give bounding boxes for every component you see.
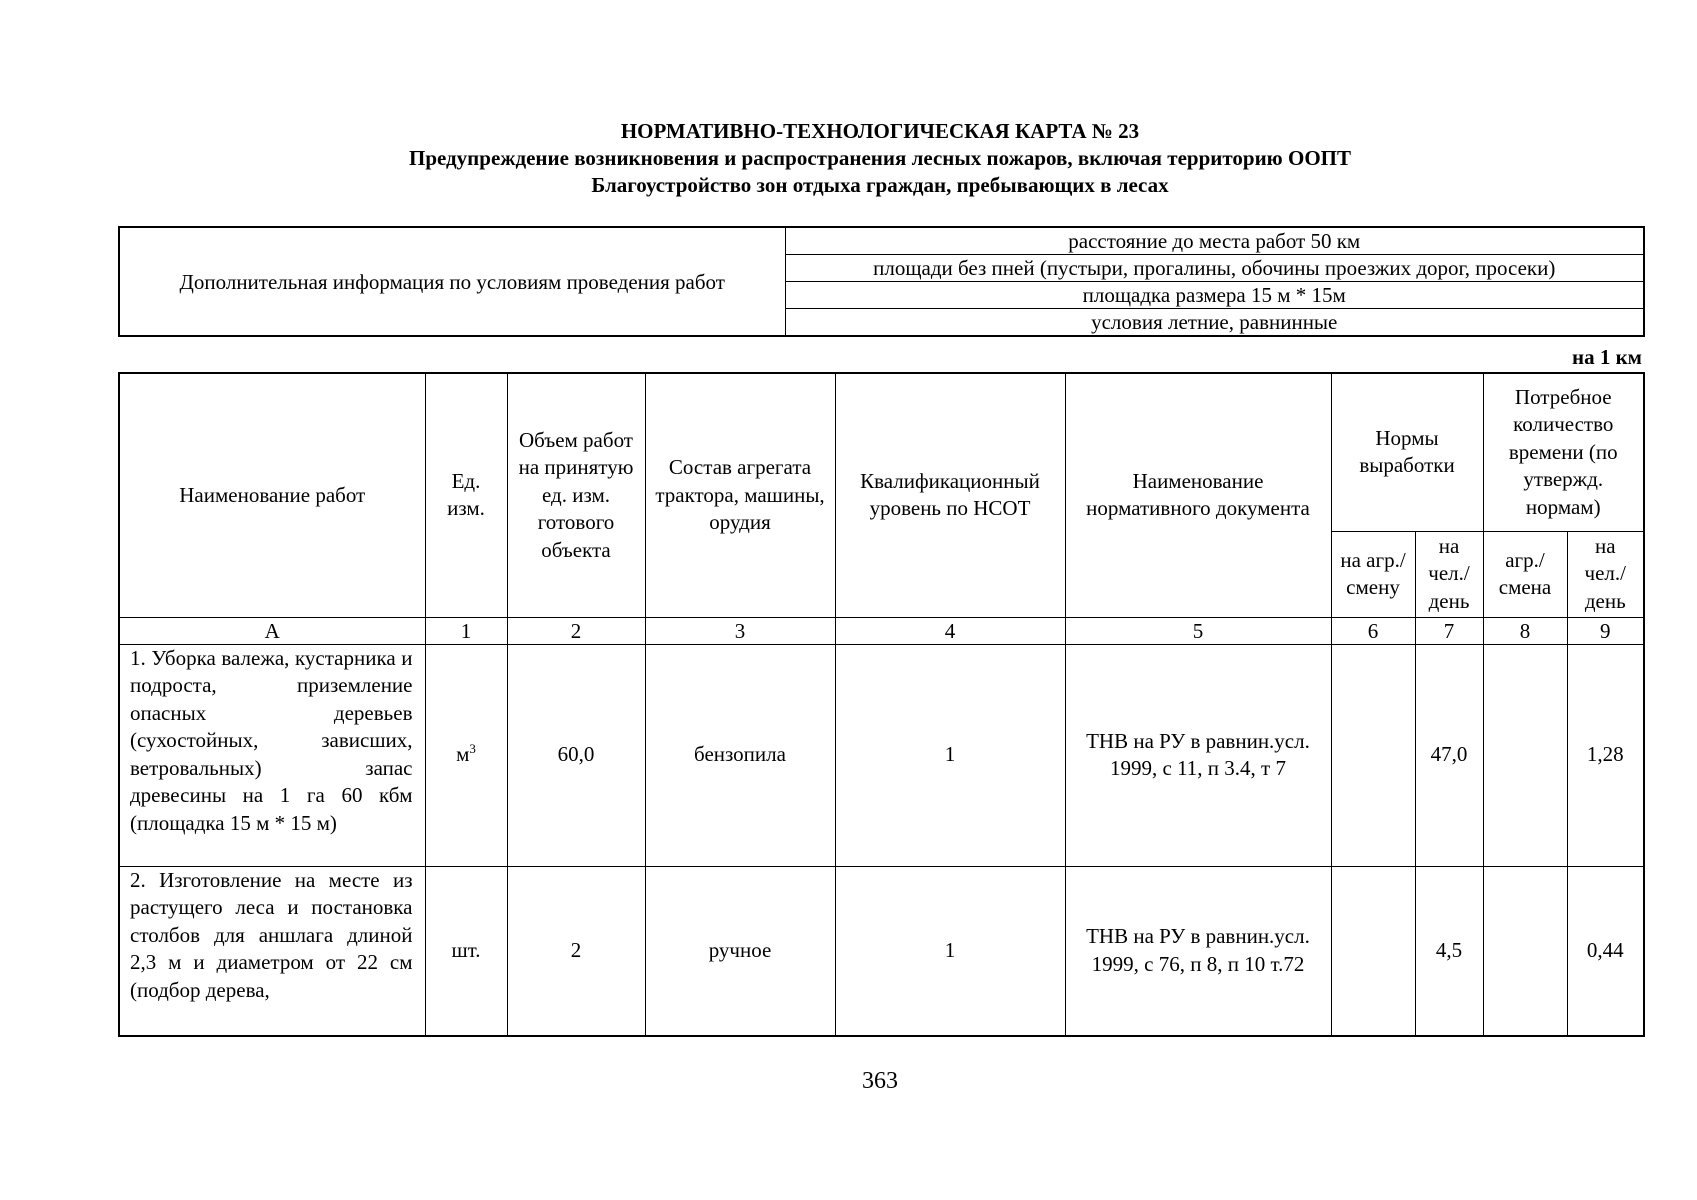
page-number: 363 xyxy=(862,1068,898,1094)
header-qualification: Квалификационный уровень по НСОТ xyxy=(835,373,1065,617)
work-time-person: 1,28 xyxy=(1567,644,1644,866)
document-subtitle: Предупреждение возникновения и распространения лесных пожаров, включая территорию ООПТ xyxy=(408,146,1351,170)
work-unit: $м^3$ xyxy=(425,644,507,866)
work-norms-person: 4,5 xyxy=(1415,866,1483,1036)
conditions-table xyxy=(118,226,1645,337)
unit-note: на 1 км xyxy=(1571,345,1642,369)
work-volume: 60,0 xyxy=(507,644,645,866)
column-index: 5 xyxy=(1065,617,1331,644)
work-time-person: 0,44 xyxy=(1567,866,1644,1036)
document-title: НОРМАТИВНО-ТЕХНОЛОГИЧЕСКАЯ КАРТА № 23 xyxy=(620,119,1140,143)
header-name: Наименование работ xyxy=(119,373,425,617)
work-unit: шт. xyxy=(425,866,507,1036)
column-index: 2 xyxy=(507,617,645,644)
header-time-person: на чел./ день xyxy=(1567,531,1644,617)
column-index: 9 xyxy=(1567,617,1644,644)
column-index: 3 xyxy=(645,617,835,644)
column-index: А xyxy=(119,617,425,644)
header-document: Наименование нормативного документа xyxy=(1065,373,1331,617)
work-document: ТНВ на РУ в равнин.усл. 1999, с 11, п 3.4, т 7 xyxy=(1065,644,1331,866)
work-norms-person: 47,0 xyxy=(1415,644,1483,866)
table-row xyxy=(119,644,1644,866)
work-qualification: 1 xyxy=(835,866,1065,1036)
condition-item: площади без пней (пустыри, прогалины, обочины проезжих дорог, просеки) xyxy=(785,255,1644,282)
header-norms: Нормы выработки xyxy=(1331,373,1483,531)
header-norms-agr: на агр./ смену xyxy=(1331,531,1415,617)
column-index: 4 xyxy=(835,617,1065,644)
column-index: 8 xyxy=(1483,617,1567,644)
header-volume: Объем работ на принятую ед. изм. готового объекта xyxy=(507,373,645,617)
header-unit: Ед. изм. xyxy=(425,373,507,617)
work-time-agr xyxy=(1483,866,1567,1036)
header-aggregate: Состав агрегата трактора, машины, орудия xyxy=(645,373,835,617)
column-index: 7 xyxy=(1415,617,1483,644)
work-time-agr xyxy=(1483,644,1567,866)
work-name: 2. Изготовление на месте из растущего леса и постановка столбов для аншлага длиной 2,3 м и диаметром от 22 см (подбор дерева, xyxy=(119,866,425,1036)
header-norms-person: на чел./ день xyxy=(1415,531,1483,617)
column-index: 6 xyxy=(1331,617,1415,644)
work-qualification: 1 xyxy=(835,644,1065,866)
header-time: Потребное количество времени (по утвержд. нормам) xyxy=(1483,373,1644,531)
column-index: 1 xyxy=(425,617,507,644)
condition-item: площадка размера 15 м * 15м xyxy=(785,282,1644,309)
work-document: ТНВ на РУ в равнин.усл. 1999, с 76, п 8, п 10 т.72 xyxy=(1065,866,1331,1036)
work-aggregate: ручное xyxy=(645,866,835,1036)
work-name: 1. Уборка валежа, кустарника и подроста, приземление опасных деревьев (сухостойных, зависших, ветровальных) запас древесины на 1 га 60 кбм (площадка 15 м * 15 м) xyxy=(119,644,425,866)
condition-item: условия летние, равнинные xyxy=(785,309,1644,337)
work-norms-agr xyxy=(1331,644,1415,866)
document-subtitle-2: Благоустройство зон отдыха граждан, пребывающих в лесах xyxy=(591,173,1169,197)
work-aggregate: бензопила xyxy=(645,644,835,866)
work-norms-agr xyxy=(1331,866,1415,1036)
work-volume: 2 xyxy=(507,866,645,1036)
table-row xyxy=(119,866,1644,1036)
title-block xyxy=(118,118,1642,199)
work-norms-table xyxy=(118,372,1645,1037)
condition-item: расстояние до места работ 50 км xyxy=(785,227,1644,255)
conditions-label: Дополнительная информация по условиям проведения работ xyxy=(119,227,785,336)
header-time-agr: агр./ смена xyxy=(1483,531,1567,617)
